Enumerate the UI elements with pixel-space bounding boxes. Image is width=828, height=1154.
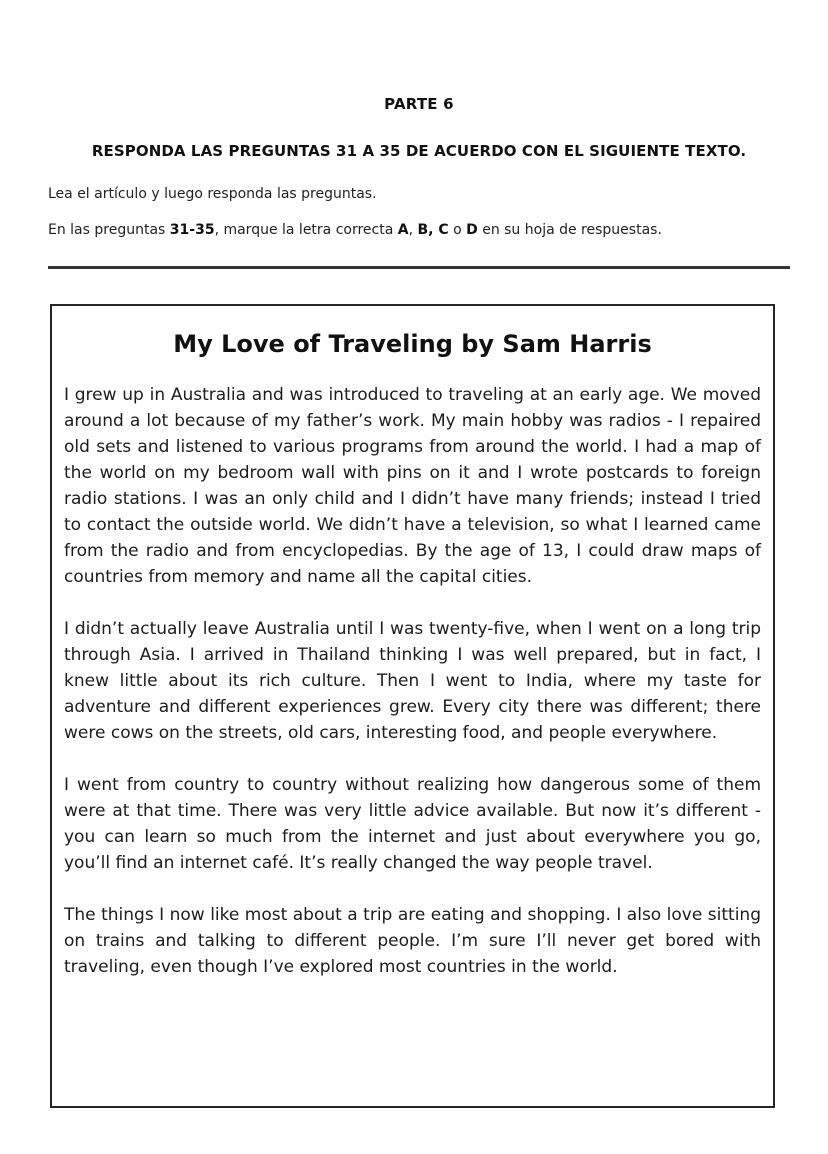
article-body bbox=[64, 382, 761, 980]
instruction-text-segment: , marque la letra correcta bbox=[214, 222, 398, 238]
article-title: My Love of Traveling by Sam Harris bbox=[173, 330, 652, 358]
article-paragraph: I went from country to country without realizing how dangerous some of them were at that time. There was very little advice available. But now it’s different - you can learn so much from the internet and just about everywhere you go, you’ll find an internet café. It’s really changed the way people travel. bbox=[64, 775, 761, 873]
instruction-line-2 bbox=[48, 222, 790, 238]
article-paragraph: I grew up in Australia and was introduced to traveling at an early age. We moved around a lot because of my father’s work. My main hobby was radios - I repaired old sets and listened to various programs from around the world. I had a map of the world on my bedroom wall with pins on it and I wrote postcards to foreign radio stations. I was an only child and I didn’t have many friends; instead I tried to contact the outside world. We didn’t have a television, so what I learned came from the radio and from encyclopedias. By the age of 13, I could draw maps of countries from memory and name all the capital cities. bbox=[64, 385, 761, 587]
instruction-text-segment: en su hoja de respuestas. bbox=[477, 222, 662, 238]
instruction-text-segment: , bbox=[408, 222, 418, 238]
instruction-line-1: Lea el artículo y luego responda las preguntas. bbox=[48, 186, 377, 202]
article-paragraph: The things I now like most about a trip are eating and shopping. I also love sitting on trains and talking to different people. I’m sure I’ll never get bored with traveling, even though I’ve explored most countries in the world. bbox=[64, 905, 761, 977]
article-paragraph: I didn’t actually leave Australia until I was twenty-five, when I went on a long trip through Asia. I arrived in Thailand thinking I was well prepared, but in fact, I knew little about its rich culture. Then I went to India, where my taste for adventure and different experiences grew. Every city there was different; there were cows on the streets, old cars, interesting food, and people everywhere. bbox=[64, 619, 761, 743]
part-title: PARTE 6 bbox=[384, 95, 454, 113]
instruction-text-segment: o bbox=[448, 222, 467, 238]
instructions-block bbox=[48, 186, 790, 238]
instruction-bold-segment: 31-35 bbox=[169, 222, 215, 238]
article-box bbox=[50, 304, 775, 1108]
instruction-text-segment: En las preguntas bbox=[48, 222, 170, 238]
instruction-bold-segment: D bbox=[466, 222, 478, 238]
section-instruction-heading: RESPONDA LAS PREGUNTAS 31 A 35 DE ACUERDO CON EL SIGUIENTE TEXTO. bbox=[91, 142, 747, 160]
instruction-bold-segment: A bbox=[397, 222, 409, 238]
horizontal-divider bbox=[48, 266, 790, 269]
instruction-bold-segment: B, C bbox=[417, 222, 449, 238]
